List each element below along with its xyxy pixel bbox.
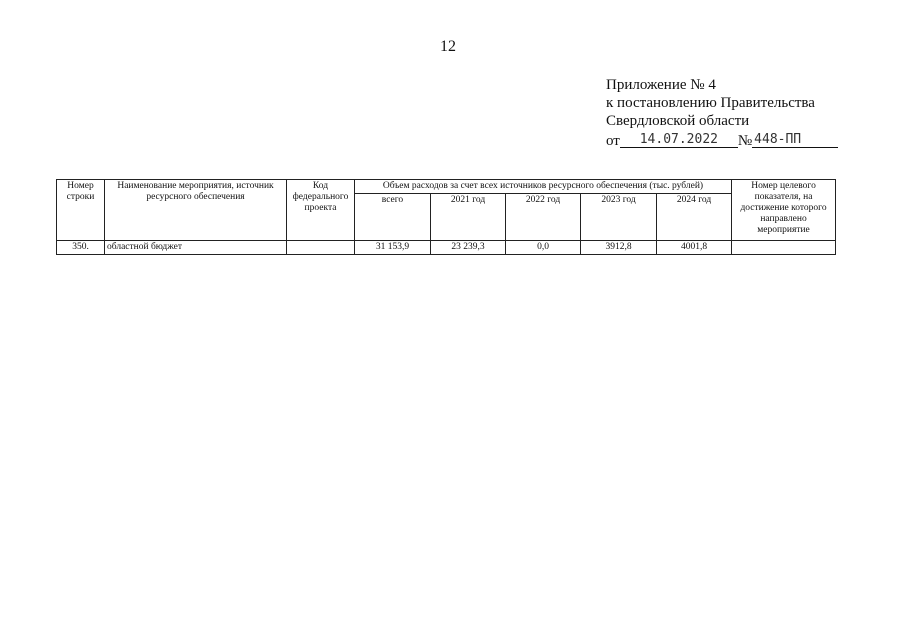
header-name: Наименование мероприятия, источник ресурсного обеспечения bbox=[105, 180, 287, 241]
cell-2021: 23 239,3 bbox=[431, 241, 506, 255]
resolution-number: 448-ПП bbox=[752, 133, 838, 148]
appendix-header bbox=[606, 76, 846, 150]
page-number: 12 bbox=[440, 38, 456, 55]
header-total: всего bbox=[355, 194, 431, 241]
resolution-date: 14.07.2022 bbox=[620, 133, 738, 148]
cell-2023: 3912,8 bbox=[581, 241, 657, 255]
cell-row-number: 350. bbox=[57, 241, 105, 255]
cell-name: областной бюджет bbox=[105, 241, 287, 255]
header-row-number: Номер строки bbox=[57, 180, 105, 241]
cell-target-indicator bbox=[732, 241, 836, 255]
header-expenses-group: Объем расходов за счет всех источников ресурсного обеспечения (тыс. рублей) bbox=[355, 180, 732, 194]
from-label: от bbox=[606, 133, 620, 149]
header-2021: 2021 год bbox=[431, 194, 506, 241]
header-2023: 2023 год bbox=[581, 194, 657, 241]
appendix-resolution-line: к постановлению Правительства bbox=[606, 95, 815, 111]
table-header-row bbox=[57, 180, 836, 194]
appendix-title: Приложение № 4 bbox=[606, 77, 716, 93]
cell-total: 31 153,9 bbox=[355, 241, 431, 255]
cell-2024: 4001,8 bbox=[657, 241, 732, 255]
cell-2022: 0,0 bbox=[506, 241, 581, 255]
header-target-indicator: Номер целевого показателя, на достижение которого направлено мероприятие bbox=[732, 180, 836, 241]
header-2024: 2024 год bbox=[657, 194, 732, 241]
appendix-date-number-row bbox=[606, 130, 846, 150]
number-label: № bbox=[737, 133, 753, 149]
table-row bbox=[57, 241, 836, 255]
header-2022: 2022 год bbox=[506, 194, 581, 241]
header-project-code: Код федерального проекта bbox=[287, 180, 355, 241]
appendix-region-line: Свердловской области bbox=[606, 113, 750, 129]
cell-project-code bbox=[287, 241, 355, 255]
expenses-table bbox=[56, 179, 836, 255]
